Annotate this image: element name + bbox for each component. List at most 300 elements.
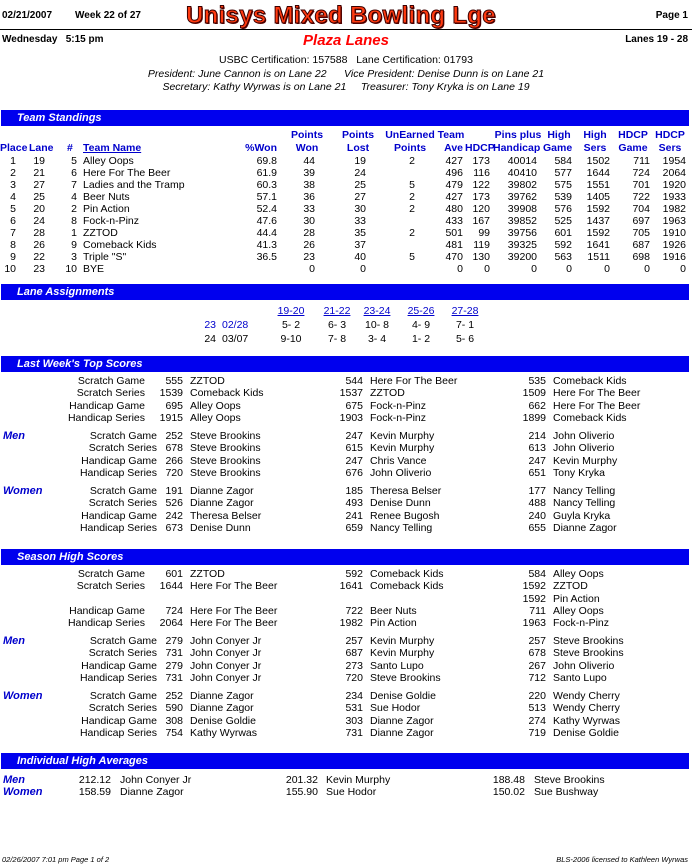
score-name: Fock-n-Pinz (370, 399, 427, 412)
lane-pair-header: 21-22 (323, 305, 351, 317)
score-name: Steve Brookins (190, 430, 261, 442)
score-value: 1963 (522, 617, 546, 630)
standings-cell-hg: 577 (554, 167, 572, 179)
score-value: 711 (529, 605, 546, 617)
standings-cell-hdg: 704 (632, 203, 650, 215)
lane-matchup: 6- 3 (327, 319, 347, 331)
score-label: Scratch Game (77, 568, 145, 580)
standings-cell-lost: 25 (354, 179, 366, 191)
score-value: 247 (528, 454, 546, 467)
score-name: Here For The Beer (553, 399, 641, 412)
average-name: John Conyer Jr (120, 774, 192, 786)
standings-cell-won: 30 (303, 215, 315, 227)
score-label: Scratch Game (89, 485, 157, 497)
score-value: 1644 (159, 580, 183, 593)
score-value: 2064 (159, 617, 183, 630)
score-value: 754 (165, 726, 183, 739)
standings-cell-hs: 1641 (586, 239, 610, 251)
score-value: 247 (345, 430, 363, 442)
standings-cell-place: 6 (10, 215, 16, 227)
score-value: 1592 (522, 580, 546, 593)
col-team-ave-2: Ave (444, 142, 463, 154)
score-name: Dianne Zagor (190, 690, 254, 702)
standings-cell-pins: 39802 (507, 179, 537, 191)
score-value: 1539 (159, 387, 183, 400)
score-value: 731 (345, 726, 363, 739)
score-name: Alley Oops (553, 568, 604, 580)
score-value: 1641 (339, 580, 363, 593)
standings-row (0, 203, 692, 215)
lane-matchup: 7- 8 (327, 333, 347, 345)
score-label: Handicap Game (81, 509, 157, 522)
score-value: 257 (528, 635, 546, 647)
standings-row (0, 227, 692, 239)
certification-line: USBC Certification: 157588 Lane Certification: 01793 (219, 54, 473, 66)
standings-cell-hs: 0 (604, 263, 610, 275)
standings-cell-lost: 30 (354, 203, 366, 215)
score-name: Chris Vance (370, 454, 427, 467)
standings-cell-won: 26 (303, 239, 315, 251)
standings-cell-pct: 44.4 (256, 227, 277, 239)
standings-cell-hdcp: 173 (472, 191, 490, 203)
standings-cell-hds: 1933 (662, 191, 686, 203)
score-value: 615 (345, 442, 363, 455)
standings-cell-hdcp: 120 (472, 203, 490, 215)
score-name: Dianne Zagor (370, 714, 434, 727)
score-value: 252 (165, 430, 183, 442)
average-value: 212.12 (78, 774, 111, 786)
lane-matchup: 9-10 (280, 333, 302, 345)
standings-cell-place: 4 (10, 191, 16, 203)
last-week-header: Last Week's Top Scores (1, 356, 689, 372)
col-team-ave-1: Team (437, 129, 465, 141)
standings-cell-hdcp: 122 (472, 179, 490, 191)
standings-cell-unearned: 2 (409, 203, 415, 215)
standings-cell-hg: 576 (554, 203, 572, 215)
score-value: 1899 (522, 411, 546, 424)
score-label: Scratch Game (77, 375, 145, 387)
col-hdcp-sers-1: HDCP (655, 129, 685, 141)
score-value: 731 (165, 647, 183, 660)
score-name: Tony Kryka (553, 466, 605, 479)
standings-cell-hdcp: 119 (473, 239, 490, 251)
col-hdcp: HDCP (465, 142, 495, 154)
lane-matchup: 4- 9 (411, 319, 431, 331)
standings-cell-ave: 496 (445, 167, 463, 179)
standings-row (0, 239, 692, 251)
lane-matchup: 5- 6 (455, 333, 475, 345)
lanes-range: Lanes 19 - 28 (625, 34, 688, 45)
average-value: 150.02 (492, 786, 525, 798)
standings-cell-place: 8 (10, 239, 16, 251)
women-label: Women (3, 786, 43, 798)
score-name: Kevin Murphy (553, 454, 618, 467)
standings-cell-lane: 25 (33, 191, 45, 203)
standings-cell-pins: 39325 (507, 239, 537, 251)
standings-cell-lane: 22 (33, 251, 45, 263)
average-value: 201.32 (285, 774, 318, 786)
standings-cell-hdg: 722 (632, 191, 650, 203)
score-label: Handicap Game (69, 399, 145, 412)
average-name: Steve Brookins (534, 774, 605, 786)
standings-row (0, 191, 692, 203)
standings-cell-hds: 1926 (662, 239, 686, 251)
men-label: Men (3, 635, 25, 647)
score-value: 555 (165, 375, 183, 387)
standings-cell-hg: 539 (554, 191, 572, 203)
standings-cell-num: 4 (71, 191, 77, 203)
standings-cell-unearned: 5 (409, 251, 415, 263)
season-high-header: Season High Scores (1, 549, 689, 565)
page-number: Page 1 (655, 10, 688, 21)
standings-cell-hds: 1963 (662, 215, 686, 227)
score-name: John Conyer Jr (190, 647, 262, 660)
standings-row (0, 167, 692, 179)
standings-cell-hds: 1954 (662, 155, 686, 167)
standings-cell-unearned: 2 (409, 155, 415, 167)
standings-cell-num: 5 (71, 155, 77, 167)
col-pins-1: Pins plus (494, 129, 542, 141)
score-value: 242 (165, 509, 183, 522)
score-name: Nancy Telling (553, 497, 616, 510)
standings-cell-lane: 28 (33, 227, 45, 239)
score-label: Scratch Series (88, 442, 157, 455)
score-value: 266 (165, 454, 183, 467)
score-value: 544 (345, 375, 363, 387)
standings-cell-hdcp: 116 (473, 167, 490, 179)
standings-cell-hdg: 701 (632, 179, 650, 191)
score-name: Steve Brookins (370, 671, 441, 684)
col-unearned-1: UnEarned (385, 129, 435, 141)
standings-cell-hg: 525 (554, 215, 572, 227)
score-label: Handicap Series (67, 411, 145, 424)
standings-cell-hdg: 687 (632, 239, 650, 251)
bowling-house: Plaza Lanes (303, 32, 389, 49)
standings-cell-hdcp: 0 (484, 263, 490, 275)
average-name: Dianne Zagor (120, 786, 184, 798)
standings-cell-name: BYE (83, 263, 105, 275)
score-value: 279 (165, 659, 183, 672)
score-name: Nancy Telling (553, 485, 616, 497)
score-name: Here For The Beer (370, 375, 458, 387)
score-name: John Conyer Jr (190, 659, 262, 672)
standings-cell-hg: 592 (554, 239, 572, 251)
standings-cell-pct: 41.3 (256, 239, 277, 251)
standings-cell-hs: 1592 (586, 227, 610, 239)
score-name: Comeback Kids (553, 375, 627, 387)
score-name: Fock-n-Pinz (553, 617, 610, 630)
col-num: # (67, 142, 73, 154)
score-value: 722 (345, 605, 363, 617)
lane-matchup: 3- 4 (367, 333, 387, 345)
score-name: Santo Lupo (553, 671, 607, 684)
score-value: 535 (528, 375, 546, 387)
score-label: Handicap Game (81, 714, 157, 727)
standings-cell-won: 33 (303, 203, 315, 215)
score-value: 1915 (159, 411, 183, 424)
score-label: Scratch Series (76, 580, 145, 593)
standings-cell-place: 10 (4, 263, 16, 275)
score-value: 731 (165, 671, 183, 684)
score-name: Pin Action (370, 617, 417, 630)
score-label: Handicap Series (79, 521, 157, 534)
day-time: Wednesday 5:15 pm (2, 34, 104, 45)
standings-cell-pins: 0 (531, 263, 537, 275)
standings-cell-lost: 35 (354, 227, 366, 239)
score-label: Scratch Series (88, 497, 157, 510)
score-value: 185 (345, 485, 363, 497)
score-name: Steve Brookins (190, 454, 261, 467)
standings-cell-lane: 20 (33, 203, 45, 215)
officers-line-2: Secretary: Kathy Wyrwas is on Lane 21 Treasurer: Tony Kryka is on Lane 19 (162, 81, 530, 93)
score-value: 675 (345, 399, 363, 412)
score-name: Alley Oops (190, 399, 241, 412)
col-team-name: Team Name (83, 142, 142, 154)
standings-cell-hds: 1920 (662, 179, 686, 191)
standings-cell-hg: 584 (554, 155, 572, 167)
score-name: Comeback Kids (553, 411, 627, 424)
score-name: Here For The Beer (190, 605, 278, 617)
col-high-sers-1: High (583, 129, 607, 141)
score-value: 695 (165, 399, 183, 412)
header-divider (0, 29, 692, 30)
score-value: 720 (345, 671, 363, 684)
score-value: 712 (528, 671, 546, 684)
score-label: Scratch Series (76, 387, 145, 400)
standings-cell-hdg: 705 (632, 227, 650, 239)
score-value: 678 (165, 442, 183, 455)
average-name: Sue Bushway (534, 786, 599, 798)
score-value: 177 (528, 485, 546, 497)
standings-cell-lane: 27 (33, 179, 45, 191)
col-hdcp-game-2: Game (618, 142, 648, 154)
col-pct-won: %Won (245, 142, 277, 154)
score-name: Theresa Belser (370, 485, 442, 497)
standings-cell-pct: 47.6 (256, 215, 277, 227)
standings-cell-ave: 470 (445, 251, 463, 263)
col-hdcp-sers-2: Sers (658, 142, 682, 154)
standings-cell-hdcp: 99 (478, 227, 490, 239)
lane-week-number: 24 (204, 333, 216, 345)
score-name: Kathy Wyrwas (190, 726, 258, 739)
score-value: 267 (528, 659, 546, 672)
standings-cell-unearned: 2 (409, 191, 415, 203)
lane-week-date: 03/07 (222, 333, 249, 345)
standings-cell-place: 2 (10, 167, 16, 179)
score-label: Scratch Series (88, 647, 157, 660)
score-value: 279 (165, 635, 183, 647)
score-label: Scratch Game (89, 430, 157, 442)
score-label: Scratch Series (88, 702, 157, 715)
standings-cell-hds: 1982 (662, 203, 686, 215)
score-name: Comeback Kids (190, 387, 264, 400)
men-label: Men (3, 774, 25, 786)
standings-row (0, 155, 692, 167)
standings-cell-num: 9 (71, 239, 77, 251)
score-name: Pin Action (553, 593, 600, 605)
lane-pair-header: 19-20 (277, 305, 305, 317)
standings-cell-ave: 427 (445, 191, 463, 203)
score-name: Denise Goldie (190, 714, 256, 727)
league-title: Unisys Mixed Bowling Lge (186, 2, 496, 29)
standings-cell-hg: 563 (554, 251, 572, 263)
standings-cell-pct: 60.3 (256, 179, 277, 191)
score-name: Dianne Zagor (190, 485, 254, 497)
standings-cell-won: 23 (303, 251, 315, 263)
score-name: Here For The Beer (553, 387, 641, 400)
lane-matchup: 10- 8 (365, 319, 389, 331)
score-name: Steve Brookins (553, 635, 624, 647)
score-name: John Oliverio (553, 659, 615, 672)
standings-cell-num: 2 (71, 203, 77, 215)
score-value: 531 (345, 702, 363, 715)
score-label: Handicap Game (69, 605, 145, 617)
standings-cell-hds: 2064 (662, 167, 686, 179)
lane-matchup: 5- 2 (281, 319, 301, 331)
average-value: 188.48 (492, 774, 525, 786)
standings-cell-name: Fock-n-Pinz (83, 215, 140, 227)
standings-cell-num: 10 (65, 263, 77, 275)
standings-cell-won: 28 (303, 227, 315, 239)
score-value: 1509 (522, 387, 546, 400)
standings-cell-pct: 57.1 (256, 191, 277, 203)
score-name: Kevin Murphy (370, 647, 435, 660)
standings-cell-hs: 1405 (586, 191, 610, 203)
score-name: Denise Goldie (370, 690, 436, 702)
score-value: 601 (165, 568, 183, 580)
footer-license: BLS-2006 licensed to Kathleen Wyrwas (556, 855, 688, 864)
score-name: Dianne Zagor (553, 521, 617, 534)
standings-row (0, 263, 692, 275)
score-value: 592 (345, 568, 363, 580)
score-name: John Oliverio (553, 430, 615, 442)
score-name: Dianne Zagor (190, 497, 254, 510)
standings-cell-lost: 0 (360, 263, 366, 275)
score-value: 241 (345, 509, 363, 522)
individual-avg-header: Individual High Averages (1, 753, 689, 769)
score-name: ZZTOD (553, 580, 588, 593)
standings-cell-lane: 24 (33, 215, 45, 227)
score-value: 659 (345, 521, 363, 534)
score-name: Comeback Kids (370, 568, 444, 580)
standings-cell-pins: 40014 (507, 155, 537, 167)
standings-cell-hdg: 711 (633, 155, 650, 167)
standings-cell-num: 3 (71, 251, 77, 263)
score-value: 214 (528, 430, 546, 442)
standings-cell-unearned: 5 (409, 179, 415, 191)
col-points-lost-2: Lost (346, 142, 370, 154)
score-name: Theresa Belser (190, 509, 262, 522)
standings-cell-name: Pin Action (83, 203, 130, 215)
score-label: Scratch Game (89, 635, 157, 647)
score-name: ZZTOD (190, 375, 225, 387)
score-name: Kathy Wyrwas (553, 714, 621, 727)
standings-cell-lane: 26 (33, 239, 45, 251)
col-hdcp-game-1: HDCP (618, 129, 648, 141)
score-label: Handicap Game (81, 454, 157, 467)
score-value: 1537 (339, 387, 363, 400)
standings-cell-won: 36 (303, 191, 315, 203)
col-points-won-2: Won (295, 142, 319, 154)
standings-cell-hg: 575 (554, 179, 572, 191)
score-name: Comeback Kids (370, 580, 444, 593)
score-value: 526 (165, 497, 183, 510)
standings-cell-num: 8 (71, 215, 77, 227)
score-name: Santo Lupo (370, 659, 424, 672)
standings-cell-hdcp: 167 (472, 215, 490, 227)
standings-cell-pins: 39852 (507, 215, 537, 227)
score-name: John Oliverio (553, 442, 615, 455)
score-value: 191 (165, 485, 183, 497)
score-value: 678 (528, 647, 546, 660)
average-value: 155.90 (285, 786, 318, 798)
score-value: 724 (165, 605, 183, 617)
score-value: 303 (345, 714, 363, 727)
score-value: 719 (528, 726, 546, 739)
score-name: Nancy Telling (370, 521, 433, 534)
col-points-lost-1: Points (341, 129, 375, 141)
col-points-won-1: Points (290, 129, 324, 141)
score-value: 651 (528, 466, 546, 479)
standings-cell-hdcp: 173 (472, 155, 490, 167)
standings-row (0, 215, 692, 227)
standings-cell-lost: 24 (354, 167, 366, 179)
col-unearned-2: Points (393, 142, 427, 154)
score-label: Scratch Game (89, 690, 157, 702)
score-value: 247 (345, 454, 363, 467)
standings-cell-name: Comeback Kids (83, 239, 157, 251)
standings-cell-name: Ladies and the Tramp (83, 179, 185, 191)
standings-cell-ave: 480 (445, 203, 463, 215)
standings-cell-pins: 39756 (507, 227, 537, 239)
officers-line-1: President: June Cannon is on Lane 22 Vice President: Denise Dunn is on Lane 21 (147, 68, 545, 80)
standings-cell-ave: 433 (445, 215, 463, 227)
score-value: 513 (528, 702, 546, 715)
standings-cell-place: 7 (10, 227, 16, 239)
standings-cell-hdg: 697 (632, 215, 650, 227)
score-label: Handicap Series (79, 726, 157, 739)
score-label: Handicap Series (79, 671, 157, 684)
score-name: Here For The Beer (190, 617, 278, 630)
score-name: ZZTOD (190, 568, 225, 580)
score-value: 274 (528, 714, 546, 727)
standings-cell-pct: 69.8 (256, 155, 277, 167)
score-name: Alley Oops (190, 411, 241, 424)
standings-cell-place: 1 (10, 155, 16, 167)
standings-cell-pins: 39200 (507, 251, 537, 263)
standings-cell-hdg: 698 (632, 251, 650, 263)
score-label: Handicap Series (67, 617, 145, 630)
score-name: Fock-n-Pinz (370, 411, 427, 424)
standings-cell-won: 38 (303, 179, 315, 191)
standings-cell-hs: 1644 (586, 167, 610, 179)
col-place: Place (0, 142, 28, 154)
standings-cell-pct: 36.5 (256, 251, 277, 263)
score-value: 584 (528, 568, 546, 580)
average-name: Sue Hodor (326, 786, 377, 798)
lane-assignments-header: Lane Assignments (1, 284, 689, 300)
standings-row (0, 251, 692, 263)
score-value: 655 (528, 521, 546, 534)
standings-cell-lost: 37 (354, 239, 366, 251)
standings-cell-lane: 23 (33, 263, 45, 275)
score-name: John Conyer Jr (190, 671, 262, 684)
team-standings-header: Team Standings (1, 110, 689, 126)
col-pins-2: Handicap (493, 142, 541, 154)
standings-cell-lane: 19 (33, 155, 45, 167)
score-value: 252 (165, 690, 183, 702)
score-name: Denise Goldie (553, 726, 619, 739)
